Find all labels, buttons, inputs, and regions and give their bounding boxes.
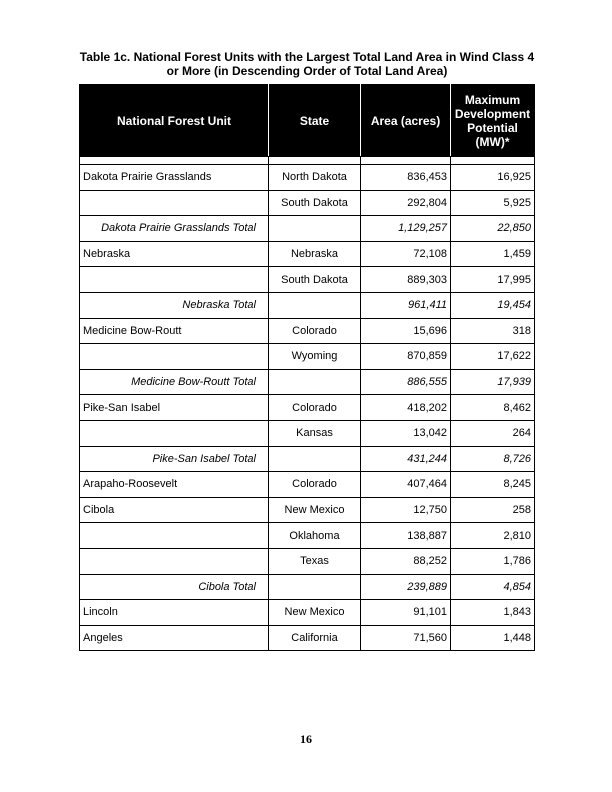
cell-unit: [80, 267, 269, 293]
header-unit: National Forest Unit: [80, 85, 269, 157]
cell-potential: 1,448: [451, 625, 535, 651]
header-potential-line-3: Potential: [467, 120, 518, 135]
cell-potential: 17,995: [451, 267, 535, 293]
cell-state: Colorado: [269, 318, 361, 344]
table-row: [80, 190, 535, 216]
cell-potential: 19,454: [451, 292, 535, 318]
cell-potential: 8,726: [451, 446, 535, 472]
header-spacer-row: [80, 157, 535, 165]
cell-unit: Dakota Prairie Grasslands: [80, 165, 269, 191]
table-row: [80, 497, 535, 523]
cell-area: 870,859: [361, 344, 451, 370]
caption-line-1: Table 1c. National Forest Units with the Largest Total Land Area in Wind Class 4: [79, 50, 535, 64]
cell-unit: Lincoln: [80, 600, 269, 626]
cell-area: 431,244: [361, 446, 451, 472]
cell-potential: 22,850: [451, 216, 535, 242]
table-caption: [70, 50, 544, 78]
cell-potential: 1,786: [451, 548, 535, 574]
cell-unit: [80, 420, 269, 446]
cell-area: 71,560: [361, 625, 451, 651]
cell-state: California: [269, 625, 361, 651]
page-number: 16: [300, 732, 312, 746]
cell-potential: 264: [451, 420, 535, 446]
cell-unit: [80, 344, 269, 370]
cell-potential: 318: [451, 318, 535, 344]
cell-unit: [80, 523, 269, 549]
cell-potential: 5,925: [451, 190, 535, 216]
cell-area: 836,453: [361, 165, 451, 191]
table-row: [80, 472, 535, 498]
cell-unit: Pike-San Isabel Total: [80, 446, 269, 472]
cell-area: 138,887: [361, 523, 451, 549]
total-row: [80, 446, 535, 472]
cell-state: Oklahoma: [269, 523, 361, 549]
header-state: State: [269, 85, 361, 157]
cell-area: 292,804: [361, 190, 451, 216]
total-row: [80, 369, 535, 395]
cell-potential: 17,939: [451, 369, 535, 395]
cell-unit: [80, 190, 269, 216]
cell-potential: 4,854: [451, 574, 535, 600]
cell-unit: [80, 548, 269, 574]
cell-state: [269, 292, 361, 318]
cell-area: 886,555: [361, 369, 451, 395]
cell-area: 15,696: [361, 318, 451, 344]
cell-area: 1,129,257: [361, 216, 451, 242]
cell-state: Colorado: [269, 472, 361, 498]
cell-state: Wyoming: [269, 344, 361, 370]
cell-area: 239,889: [361, 574, 451, 600]
header-potential-line-4: (MW)*: [475, 134, 510, 149]
cell-area: 407,464: [361, 472, 451, 498]
total-row: [80, 292, 535, 318]
cell-area: 961,411: [361, 292, 451, 318]
cell-unit: Dakota Prairie Grasslands Total: [80, 216, 269, 242]
cell-area: 418,202: [361, 395, 451, 421]
cell-area: 13,042: [361, 420, 451, 446]
header-row: [80, 85, 535, 157]
cell-unit: Pike-San Isabel: [80, 395, 269, 421]
table-row: [80, 625, 535, 651]
cell-state: [269, 446, 361, 472]
cell-unit: Angeles: [80, 625, 269, 651]
header-area: Area (acres): [361, 85, 451, 157]
cell-potential: 8,245: [451, 472, 535, 498]
cell-potential: 1,843: [451, 600, 535, 626]
cell-state: South Dakota: [269, 190, 361, 216]
header-potential-line-2: Development: [454, 106, 531, 121]
table-row: [80, 267, 535, 293]
cell-state: [269, 216, 361, 242]
table-row: [80, 420, 535, 446]
cell-unit: Cibola Total: [80, 574, 269, 600]
cell-potential: 8,462: [451, 395, 535, 421]
cell-state: South Dakota: [269, 267, 361, 293]
cell-unit: Arapaho-Roosevelt: [80, 472, 269, 498]
cell-unit: Medicine Bow-Routt: [80, 318, 269, 344]
cell-state: Texas: [269, 548, 361, 574]
cell-state: New Mexico: [269, 600, 361, 626]
header-potential-line-1: Maximum: [464, 92, 521, 107]
cell-unit: Medicine Bow-Routt Total: [80, 369, 269, 395]
cell-potential: 258: [451, 497, 535, 523]
cell-area: 12,750: [361, 497, 451, 523]
cell-area: 72,108: [361, 241, 451, 267]
cell-potential: 17,622: [451, 344, 535, 370]
table-row: [80, 344, 535, 370]
cell-area: 88,252: [361, 548, 451, 574]
table-row: [80, 395, 535, 421]
cell-potential: 16,925: [451, 165, 535, 191]
cell-area: 889,303: [361, 267, 451, 293]
table-row: [80, 600, 535, 626]
table-header: [80, 85, 535, 157]
cell-state: New Mexico: [269, 497, 361, 523]
forest-units-table: [79, 84, 535, 651]
header-potential: [451, 85, 535, 157]
cell-unit: Cibola: [80, 497, 269, 523]
cell-state: Kansas: [269, 420, 361, 446]
cell-state: [269, 369, 361, 395]
cell-state: Nebraska: [269, 241, 361, 267]
cell-state: Colorado: [269, 395, 361, 421]
table-body: [80, 157, 535, 651]
table-row: [80, 318, 535, 344]
total-row: [80, 216, 535, 242]
table-row: [80, 165, 535, 191]
cell-area: 91,101: [361, 600, 451, 626]
cell-state: [269, 574, 361, 600]
cell-potential: 2,810: [451, 523, 535, 549]
cell-state: North Dakota: [269, 165, 361, 191]
cell-unit: Nebraska Total: [80, 292, 269, 318]
table-row: [80, 241, 535, 267]
table-row: [80, 523, 535, 549]
cell-potential: 1,459: [451, 241, 535, 267]
table-row: [80, 548, 535, 574]
caption-line-2: or More (in Descending Order of Total Land Area): [166, 64, 448, 78]
total-row: [80, 574, 535, 600]
cell-unit: Nebraska: [80, 241, 269, 267]
